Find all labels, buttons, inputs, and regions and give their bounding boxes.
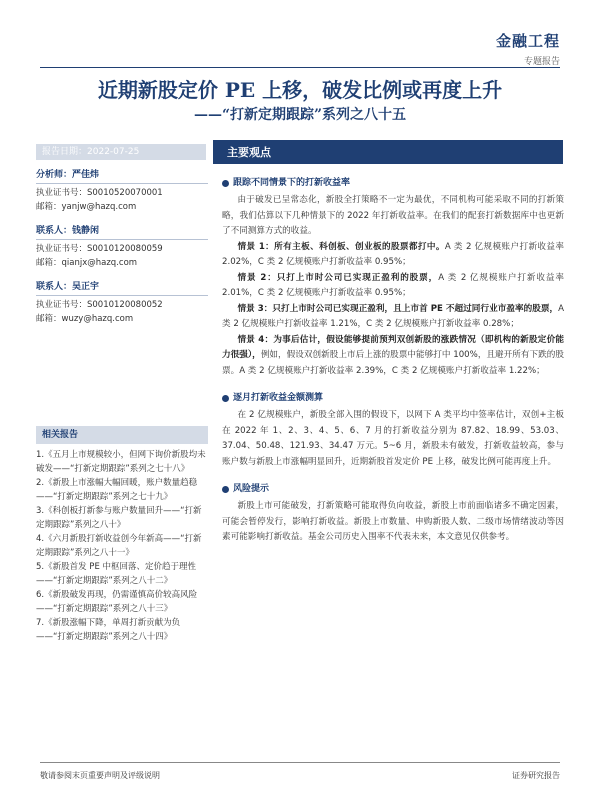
report-type: 专题报告	[523, 57, 560, 67]
related-report-item[interactable]: 6.《新股破发再现，仍需谨慎高价较高风险——“打新定期跟踪”系列之八十三》	[36, 590, 198, 614]
section-heading-text: 跟踪不同情景下的打新收益率	[233, 178, 351, 188]
main-view-label: 主要观点	[227, 146, 271, 159]
analyst-email[interactable]: 邮箱：yanjw@hazq.com	[36, 202, 137, 212]
section-paragraph: 在 2 亿规模账户，新股全部入围的假设下，以网下 A 类平均中签率估计，双创+主板在 2022 年 1、2、3、4、5、6、7 月的打新收益分别为 87.82、18.99、53.03、37.04、50.48、121.93、34.47 万元。5~6 月，新股未有破发，打新收益较高，参与账户数与新股上市涨幅明显回升，近期新股首发定价 PE 上移，破发比例可能再度上升。	[222, 410, 564, 467]
main-view-bar	[213, 140, 563, 164]
scenario-paragraph	[222, 302, 564, 333]
analyst-cert: 执业证书号：S0010120080052	[36, 300, 163, 310]
analyst-card	[36, 168, 208, 214]
section-heading-text: 逐月打新收益金额测算	[233, 393, 324, 403]
analyst-card	[36, 224, 208, 270]
report-date-bar	[36, 144, 206, 160]
analyst-name: 联系人：钱静闲	[36, 224, 208, 240]
bullet-icon	[222, 180, 229, 187]
scenario-lead: 情景 3：只打上市时公司已实现正盈利，且上市首 PE 不超过同行业市盈率的股票，	[237, 303, 559, 314]
related-reports-heading: 相关报告	[36, 426, 208, 444]
footer-disclaimer: 敬请参阅末页重要声明及评级说明	[40, 771, 160, 780]
analyst-name: 分析师：严佳炜	[36, 168, 208, 184]
section-heading	[222, 391, 564, 405]
analyst-name: 联系人：吴正宇	[36, 280, 208, 296]
analyst-email[interactable]: 邮箱：qianjx@hazq.com	[36, 258, 138, 268]
analyst-email[interactable]: 邮箱：wuzy@hazq.com	[36, 314, 134, 324]
analyst-cert: 执业证书号：S0010520070001	[36, 188, 163, 198]
scenario-text: 例如，假设双创新股上市后上涨的股票中能够打中 100%，且避开所有下跌的股票。A 类 2 亿规模账户打新收益率 2.39%，C 类 2 亿规模账户打新收益率 1.22%；	[222, 350, 564, 376]
related-report-item[interactable]: 3.《科创板打新参与账户数量回升——“打新定期跟踪”系列之八十》	[36, 506, 202, 530]
related-report-item[interactable]: 1.《五月上市规模较小，但网下询价新股均未破发——“打新定期跟踪”系列之七十八》	[36, 450, 206, 474]
scenario-text: A 类 2 亿规模账户打新收益率 2.01%，C 类 2 亿规模账户打新收益率 0.95%；	[222, 272, 564, 298]
section-heading	[222, 176, 564, 190]
analyst-panel	[36, 168, 208, 336]
footer-rule	[40, 762, 560, 763]
footer-report-label: 证券研究报告	[512, 771, 560, 780]
scenario-text: A 类 2 亿规模账户打新收益率 2.02%，C 类 2 亿规模账户打新收益率 0.95%；	[222, 241, 564, 267]
section-paragraph: 新股上市可能破发，打新策略可能取得负向收益，新股上市前面临诸多不确定因素，可能会暂停发行，影响打新收益。新股上市数量、申购新股人数、二级市场情绪波动等因素可能影响打新收益。基金公司历史入围率不代表未来，本文意见仅供参考。	[222, 501, 564, 542]
header-rule	[40, 67, 560, 68]
report-date-value: 2022-07-25	[87, 147, 140, 157]
section-heading-text: 风险提示	[233, 484, 270, 494]
related-report-item[interactable]: 4.《六月新股打新收益创今年新高——“打新定期跟踪”系列之八十一》	[36, 534, 202, 558]
bullet-icon	[222, 395, 229, 402]
scenario-lead: 情景 1：所有主板、科创板、创业板的股票都打中。	[237, 241, 445, 252]
brand-name: 金融工程	[495, 32, 560, 50]
related-reports-list	[36, 448, 208, 644]
report-title: 近期新股定价 PE 上移，破发比例或再度上升	[97, 78, 503, 102]
scenario-paragraph	[222, 271, 564, 302]
scenario-paragraph	[222, 240, 564, 271]
scenario-lead: 情景 2：只打上市时公司已实现正盈利的股票，	[237, 272, 439, 283]
section-paragraph: 由于破发已呈常态化，新股全打策略不一定为最优，不同机构可能采取不同的打新策略，我们估算以下几种情景下的 2022 年打新收益率。在我们的配套打新数据库中也更新了不同测算方式的收益。	[222, 195, 564, 236]
scenario-paragraph	[222, 333, 564, 380]
section-heading	[222, 482, 564, 496]
scenario-text: A 类 2 亿规模账户打新收益率 1.21%，C 类 2 亿规模账户打新收益率 0.28%；	[222, 303, 564, 329]
related-report-item[interactable]: 5.《新股首发 PE 中枢回落、定价趋于理性——“打新定期跟踪”系列之八十二》	[36, 562, 197, 586]
analyst-cert: 执业证书号：S0010120080059	[36, 244, 163, 254]
scenario-lead: 情景 4：为事后估计，假设能够提前预判双创新股的涨跌情况（即机构的新股定价能力很强），	[222, 334, 564, 360]
related-report-item[interactable]: 2.《新股上市涨幅大幅回暖，账户数量趋稳——“打新定期跟踪”系列之七十九》	[36, 478, 198, 502]
bullet-icon	[222, 486, 229, 493]
related-report-item[interactable]: 7.《新股涨幅下降，单周打新贡献为负——“打新定期跟踪”系列之八十四》	[36, 618, 181, 642]
report-subtitle: ——“打新定期跟踪”系列之八十五	[193, 107, 407, 123]
main-content	[222, 176, 564, 546]
analyst-card	[36, 280, 208, 326]
report-date-label: 报告日期：	[42, 147, 88, 157]
